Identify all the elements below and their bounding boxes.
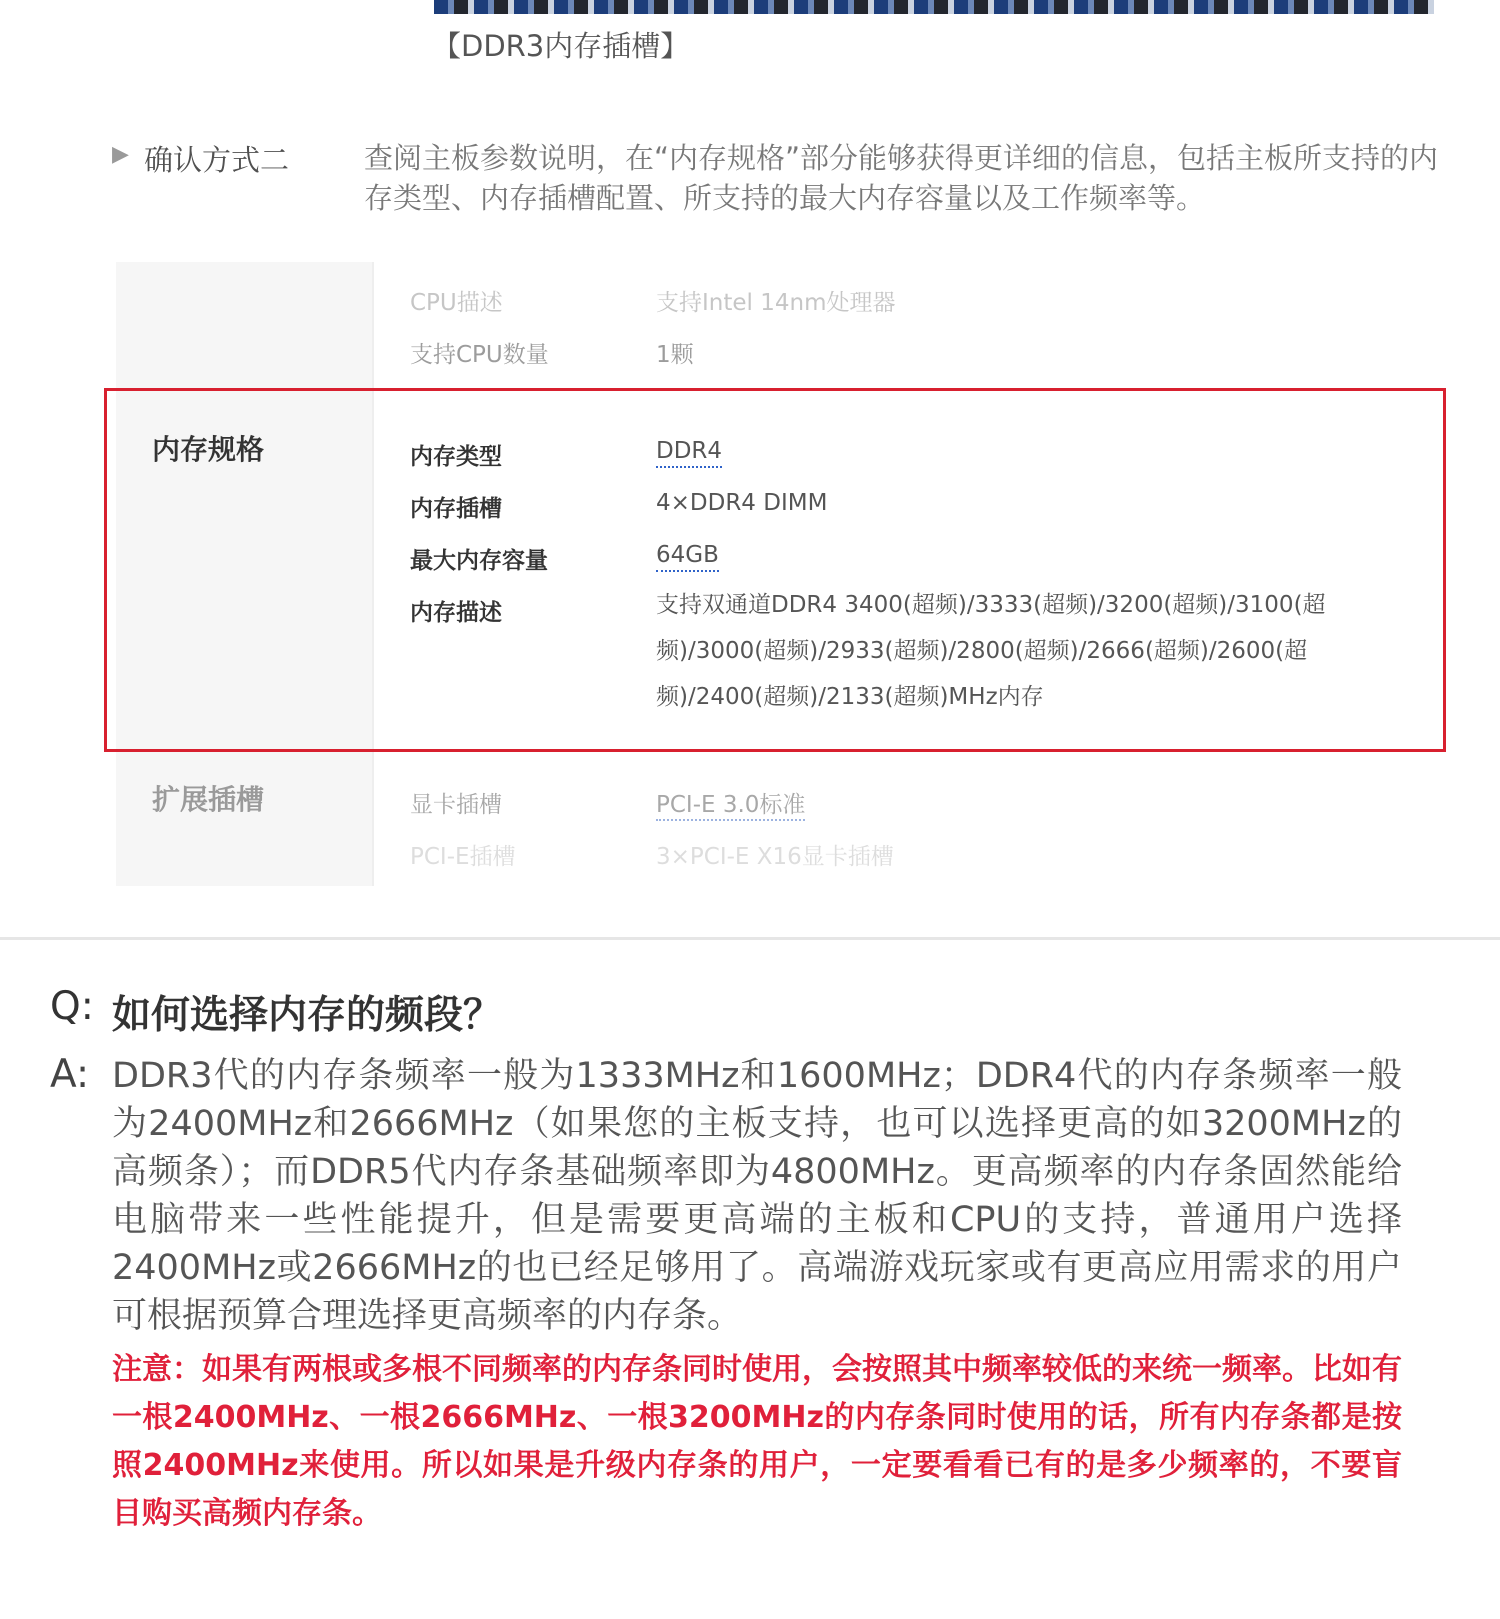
spec-row: [116, 832, 1452, 872]
spec-key: PCI-E插槽: [410, 844, 516, 870]
spec-value: 支持Intel 14nm处理器: [656, 290, 896, 316]
method-two-description: 查阅主板参数说明，在“内存规格”部分能够获得更详细的信息，包括主板所支持的内存类型、内存插槽配置、所支持的最大内存容量以及工作频率等。: [364, 141, 1439, 215]
spec-key: 支持CPU数量: [410, 342, 549, 368]
triangle-bullet-icon: ▶: [112, 142, 129, 167]
photo-caption: 【DDR3内存插槽】: [432, 29, 690, 63]
spec-key: 显卡插槽: [410, 792, 502, 818]
memory-spec-highlight-box: [104, 388, 1446, 752]
spec-row: [116, 780, 1452, 820]
method-two-label: 确认方式二: [144, 143, 290, 177]
expansion-slot-heading: 扩展插槽: [152, 783, 265, 816]
section-divider: [0, 937, 1500, 940]
spec-value: 4×DDR4 DIMM: [656, 490, 828, 516]
spec-key: 最大内存容量: [410, 548, 548, 574]
question-text: 如何选择内存的频段？: [112, 993, 503, 1038]
answer-text: DDR3代的内存条频率一般为1333MHz和1600MHz；DDR4代的内存条频率一般为2400MHz和2666MHz（如果您的主板支持，也可以选择更高的如3200MHz的高频条）；而DDR5代内存条基础频率即为4800MHz。更高频率的内存条固然能给电脑带来一些性能提升，但是需要更高端的主板和CPU的支持，普通用户选择2400MHz或2666MHz的也已经足够用了。高端游戏玩家或有更高应用需求的用户可根据预算合理选择更高频率的内存条。: [112, 1056, 1402, 1336]
spec-row: [116, 330, 1452, 370]
spec-key: 内存类型: [410, 444, 502, 470]
spec-value: 3×PCI-E X16显卡插槽: [656, 844, 894, 870]
answer-marker: A:: [50, 1052, 90, 1097]
ddr3-slot-photo: [434, 0, 1434, 14]
spec-row: [116, 278, 1452, 318]
spec-key: 内存描述: [410, 600, 502, 626]
spec-value[interactable]: PCI-E 3.0标准: [656, 786, 805, 821]
frequency-note: 注意：如果有两根或多根不同频率的内存条同时使用，会按照其中频率较低的来统一频率。比如有一根2400MHz、一根2666MHz、一根3200MHz的内存条同时使用的话，所有内存条都是按照2400MHz来使用。所以如果是升级内存条的用户，一定要看看已有的是多少频率的，不要盲目购买高频内存条。: [112, 1352, 1402, 1531]
spec-value[interactable]: 64GB: [656, 542, 719, 572]
question-marker: Q:: [50, 984, 94, 1029]
memory-spec-heading: 内存规格: [152, 433, 265, 466]
spec-value[interactable]: DDR4: [656, 438, 722, 468]
spec-key: CPU描述: [410, 290, 503, 316]
spec-key: 内存插槽: [410, 496, 502, 522]
memory-description-value: 支持双通道DDR4 3400(超频)/3333(超频)/3200(超频)/3100(超频)/3000(超频)/2933(超频)/2800(超频)/2666(超频)/2600(超频)/2400(超频)/2133(超频)MHz内存: [656, 592, 1326, 710]
spec-value: 1颗: [656, 342, 694, 368]
